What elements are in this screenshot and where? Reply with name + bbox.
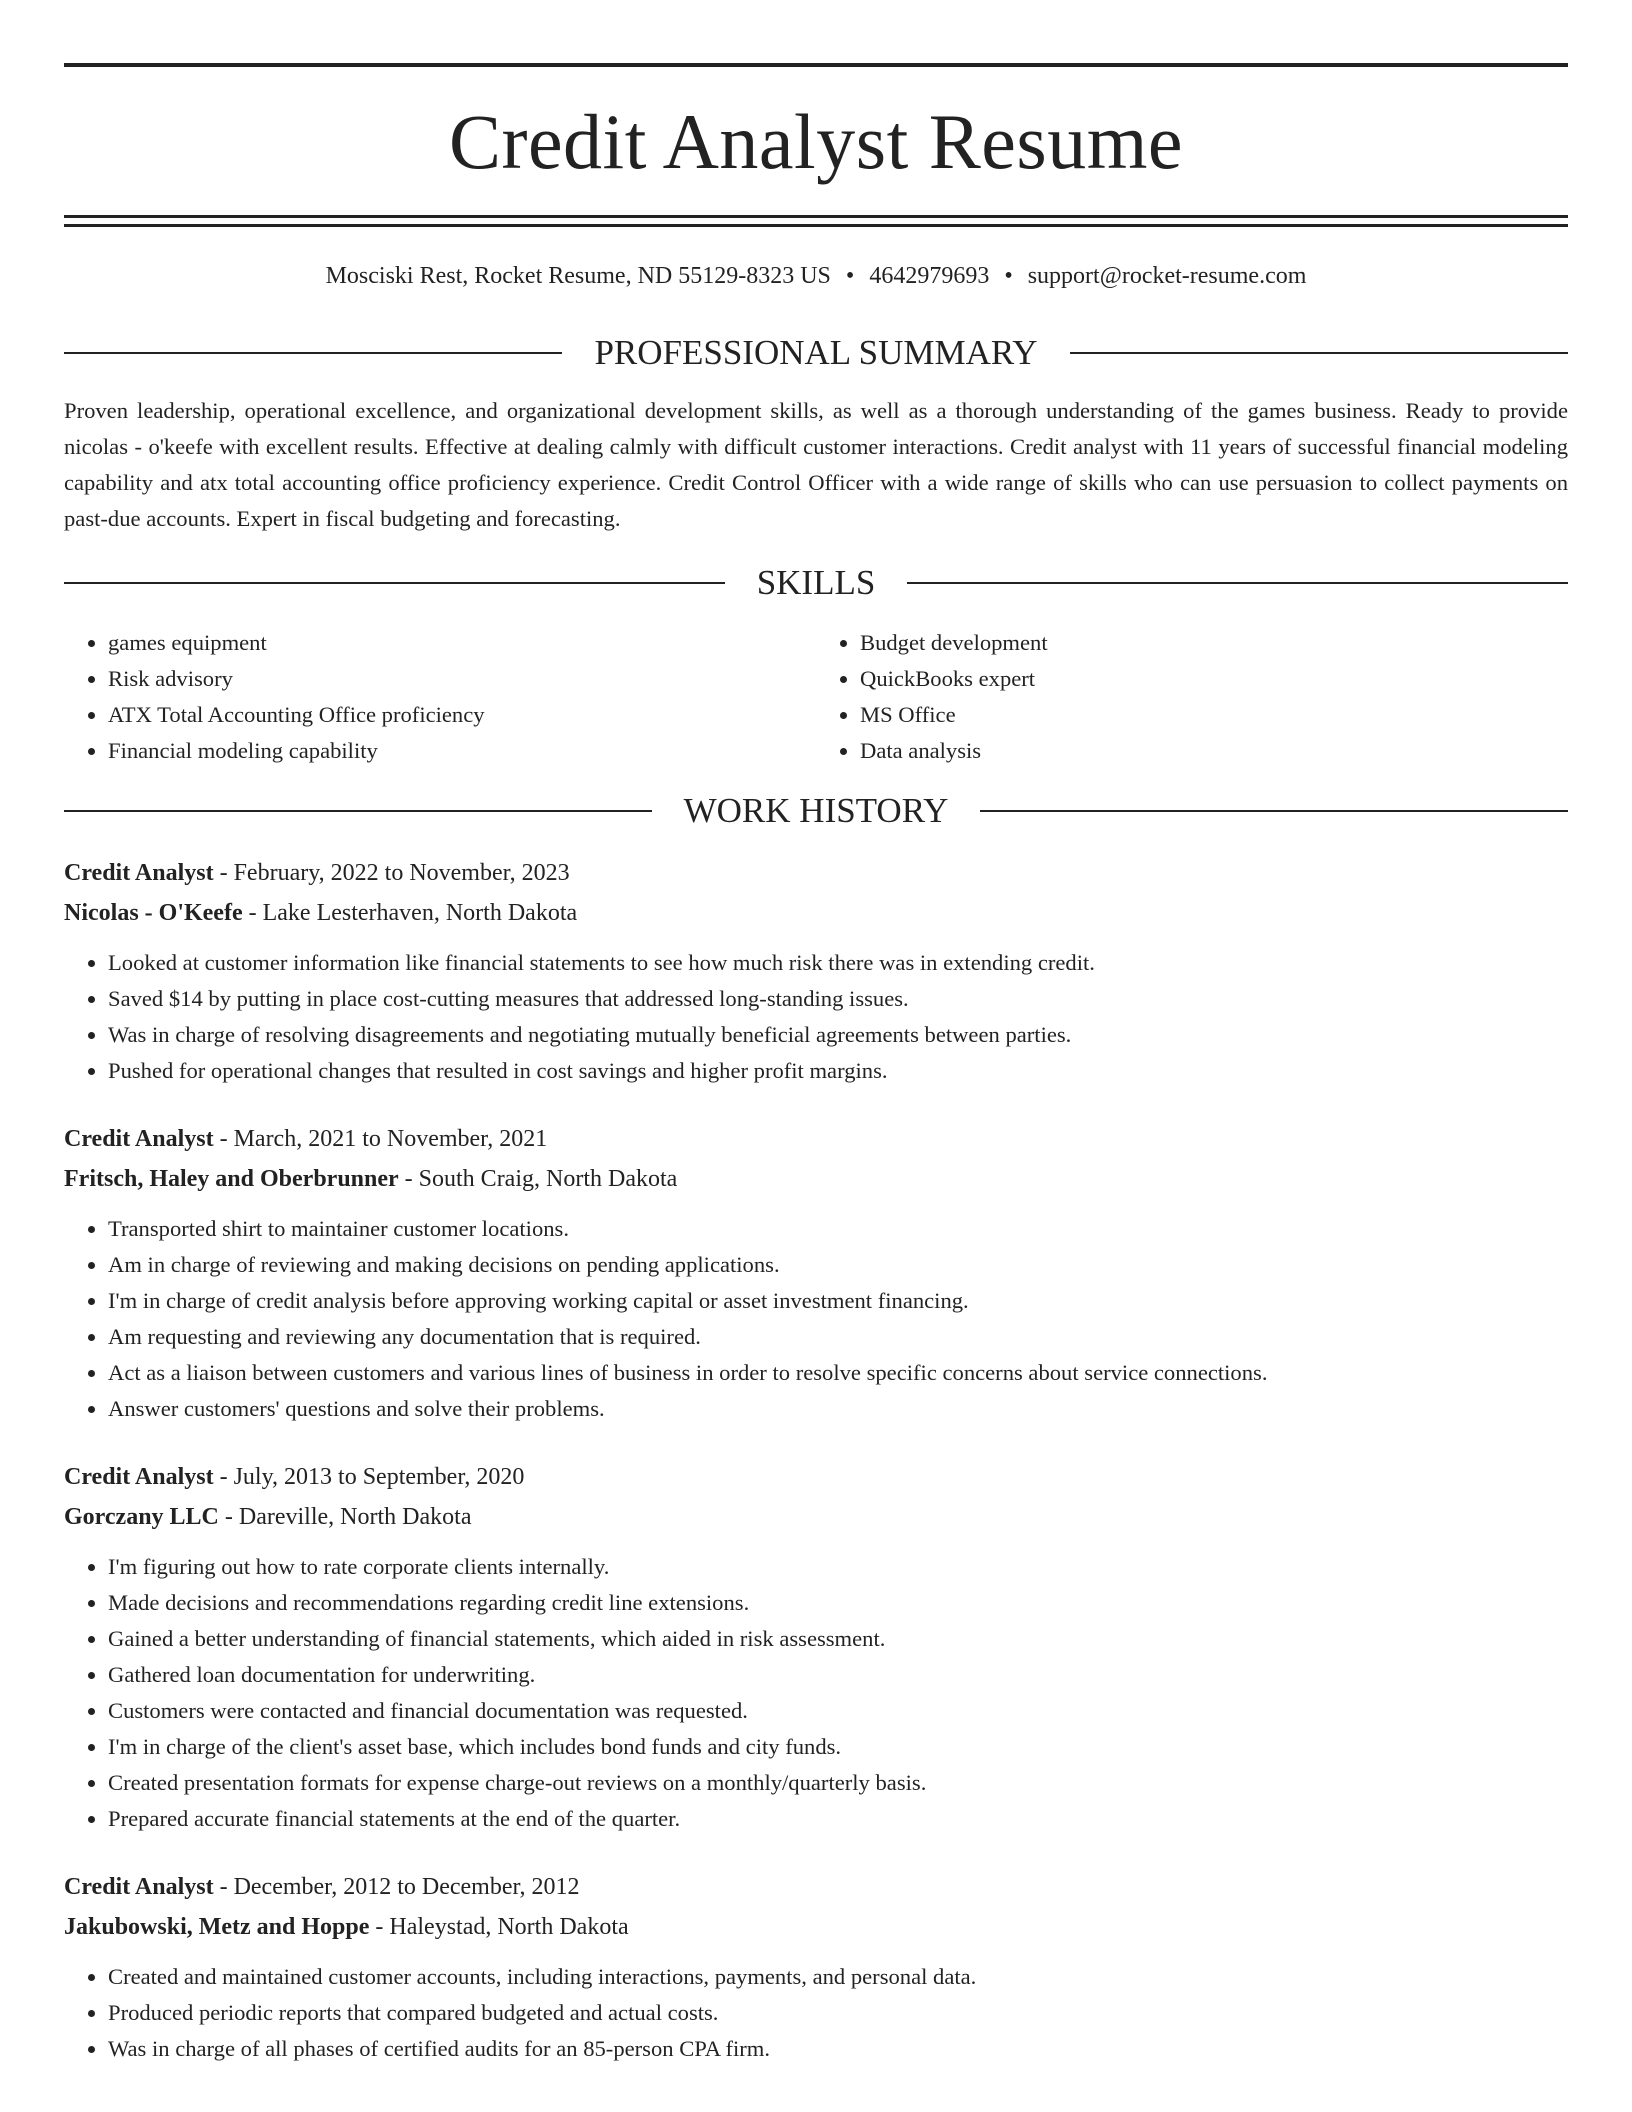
contact-line [64, 261, 1568, 291]
contact-email: support@rocket-resume.com [1027, 263, 1307, 289]
job-company-line [64, 893, 1568, 933]
job-bullet: • Pushed for operational changes that resulted in cost savings and higher profit margins. [108, 1053, 1568, 1089]
section-rule-left [64, 810, 652, 812]
job-bullet: • Made decisions and recommendations regarding credit line extensions. [108, 1585, 1568, 1621]
skill-item: • Risk advisory [108, 661, 816, 697]
skill-item: • QuickBooks expert [860, 661, 1568, 697]
skill-item: • Financial modeling capability [108, 733, 816, 769]
job-location: - South Craig, North Dakota [398, 1166, 678, 1192]
job-dates: - February, 2022 to November, 2023 [213, 860, 570, 886]
job-dates: - December, 2012 to December, 2012 [213, 1874, 580, 1900]
job-title-line [64, 1457, 1568, 1497]
job-title: Credit Analyst [64, 1126, 214, 1152]
job-dates: - March, 2021 to November, 2021 [213, 1126, 548, 1152]
section-rule-right [907, 582, 1568, 584]
job-bullet: • I'm in charge of the client's asset base, which includes bond funds and city funds. [108, 1729, 1568, 1765]
job-dates: - July, 2013 to September, 2020 [213, 1464, 525, 1490]
job-company-line [64, 1907, 1568, 1947]
job-spacer [64, 1089, 1568, 1119]
job-entry [64, 1867, 1568, 2067]
job-bullets [64, 1211, 1568, 1427]
skill-item: • Data analysis [860, 733, 1568, 769]
job-bullet: • Created presentation formats for expense charge-out reviews on a monthly/quarterly basis. [108, 1765, 1568, 1801]
contact-separator: • [1004, 263, 1013, 289]
job-title-line [64, 1867, 1568, 1907]
section-title: PROFESSIONAL SUMMARY [594, 333, 1038, 372]
job-title: Credit Analyst [64, 860, 214, 886]
job-bullets [64, 945, 1568, 1089]
job-bullet: • Prepared accurate financial statements at the end of the quarter. [108, 1801, 1568, 1837]
job-title-line [64, 853, 1568, 893]
resume-title: Credit Analyst Resume [448, 98, 1184, 185]
job-location: - Haleystad, North Dakota [369, 1914, 629, 1940]
job-bullet: • Looked at customer information like financial statements to see how much risk there was in extending credit. [108, 945, 1568, 981]
job-bullet: • I'm figuring out how to rate corporate clients internally. [108, 1549, 1568, 1585]
section-title: WORK HISTORY [683, 791, 949, 830]
job-bullet: • Saved $14 by putting in place cost-cutting measures that addressed long-standing issues. [108, 981, 1568, 1017]
skill-item: • games equipment [108, 625, 816, 661]
contact-separator: • [845, 263, 855, 289]
job-company: Jakubowski, Metz and Hoppe [64, 1914, 370, 1940]
job-bullet: • Transported shirt to maintainer customer locations. [108, 1211, 1568, 1247]
job-spacer [64, 1427, 1568, 1457]
job-bullet: • Was in charge of all phases of certified audits for an 85-person CPA firm. [108, 2031, 1568, 2067]
job-location: - Lake Lesterhaven, North Dakota [242, 900, 578, 926]
contact-address: Mosciski Rest, Rocket Resume, ND 55129-8323 US [325, 263, 831, 289]
skill-item: • MS Office [860, 697, 1568, 733]
job-bullet: • Am in charge of reviewing and making decisions on pending applications. [108, 1247, 1568, 1283]
job-company: Gorczany LLC [64, 1504, 219, 1530]
section-rule-right [980, 810, 1568, 812]
skills-column-right [816, 625, 1568, 769]
skill-item: • Budget development [860, 625, 1568, 661]
job-title: Credit Analyst [64, 1464, 214, 1490]
section-heading-skills [64, 563, 1568, 603]
section-title: SKILLS [756, 563, 876, 602]
job-entry [64, 1457, 1568, 1837]
job-bullet: • Am requesting and reviewing any documentation that is required. [108, 1319, 1568, 1355]
job-company: Fritsch, Haley and Oberbrunner [64, 1166, 399, 1192]
job-location: - Dareville, North Dakota [218, 1504, 472, 1530]
job-bullet: • Act as a liaison between customers and various lines of business in order to resolve specific concerns about service connections. [108, 1355, 1568, 1391]
job-bullet: • I'm in charge of credit analysis before approving working capital or asset investment financing. [108, 1283, 1568, 1319]
job-spacer [64, 1837, 1568, 1867]
professional-summary: Proven leadership, operational excellence, and organizational development skills, as well as a thorough understanding of the games business. Ready to provide nicolas - o'keefe with excellent results. Effective at dealing calmly with difficult customer interactions. Credit analyst with 11 years of successful financial modeling capability and atx total accounting office proficiency experience. Credit Control Officer with a wide range of skills who can use persuasion to collect payments on past-due accounts. Expert in fiscal budgeting and forecasting. [64, 398, 1568, 531]
job-entry [64, 1119, 1568, 1427]
skills-list [64, 625, 1568, 769]
job-entry [64, 853, 1568, 1089]
skills-column-left [64, 625, 816, 769]
section-rule-left [64, 582, 725, 584]
job-title-line [64, 1119, 1568, 1159]
job-bullet: • Customers were contacted and financial documentation was requested. [108, 1693, 1568, 1729]
job-bullet: • Answer customers' questions and solve their problems. [108, 1391, 1568, 1427]
job-bullet: • Created and maintained customer accounts, including interactions, payments, and personal data. [108, 1959, 1568, 1995]
job-bullet: • Was in charge of resolving disagreements and negotiating mutually beneficial agreements between parties. [108, 1017, 1568, 1053]
job-bullet: • Gained a better understanding of financial statements, which aided in risk assessment. [108, 1621, 1568, 1657]
section-rule-left [64, 352, 562, 354]
job-title: Credit Analyst [64, 1874, 214, 1900]
job-company: Nicolas - O'Keefe [64, 900, 243, 926]
job-company-line [64, 1497, 1568, 1537]
section-heading-summary [64, 333, 1568, 373]
section-heading-work [64, 791, 1568, 831]
top-rule [64, 63, 1568, 67]
job-bullets [64, 1549, 1568, 1837]
job-bullet: • Gathered loan documentation for underwriting. [108, 1657, 1568, 1693]
skill-item: • ATX Total Accounting Office proficiency [108, 697, 816, 733]
job-bullet: • Produced periodic reports that compared budgeted and actual costs. [108, 1995, 1568, 2031]
job-company-line [64, 1159, 1568, 1199]
section-rule-right [1070, 352, 1568, 354]
title-double-rule [64, 215, 1568, 227]
contact-phone: 4642979693 [869, 263, 990, 289]
job-bullets [64, 1959, 1568, 2067]
